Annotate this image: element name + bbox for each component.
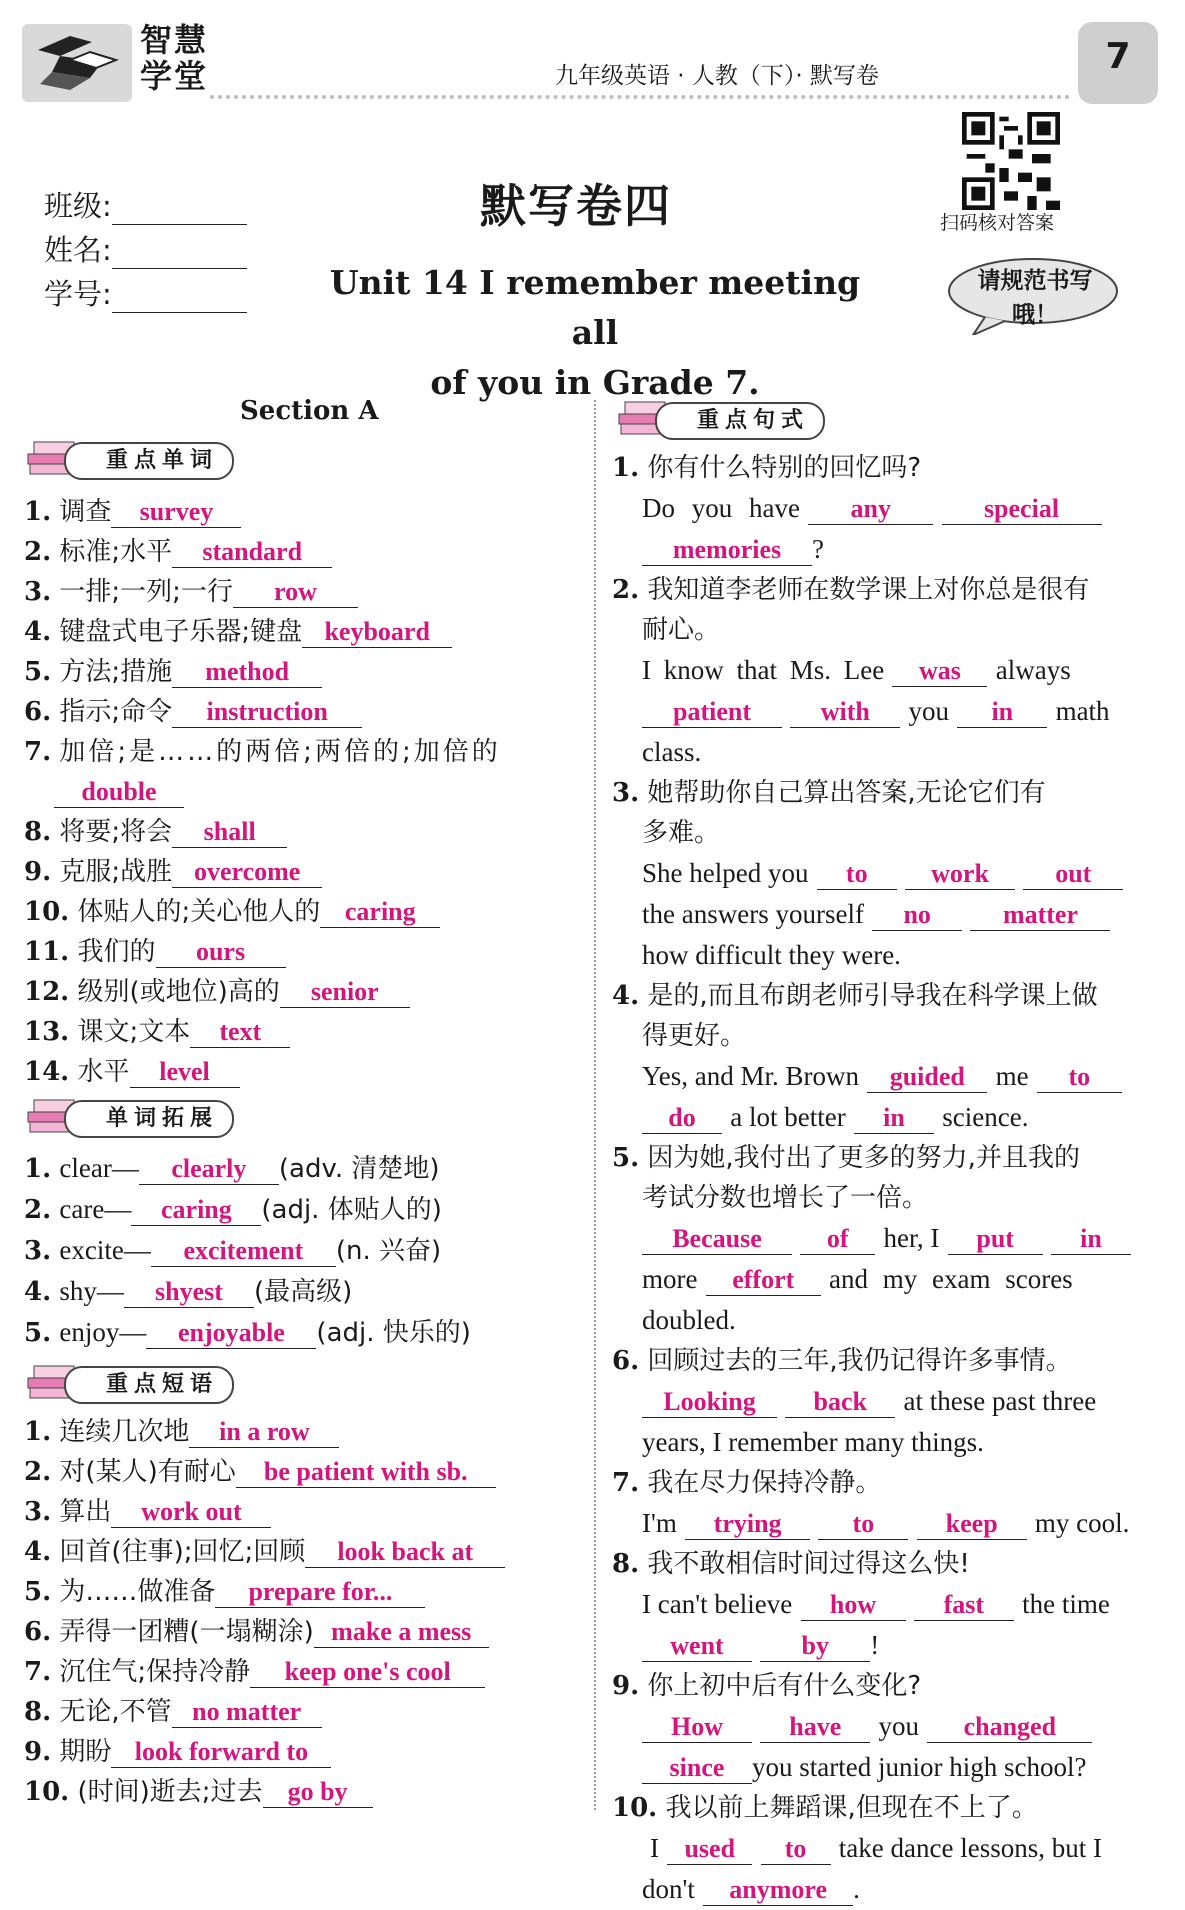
list-item: how difficult they were. <box>642 940 901 970</box>
list-item: doubled. <box>642 1305 736 1335</box>
list-item: 6. 回顾过去的三年,我仍记得许多事情。 <box>612 1346 1072 1376</box>
list-item: 2. 我知道李老师在数学课上对你总是很有 <box>612 575 1090 605</box>
list-item: 3. excite— excitement (n. 兴奋) <box>24 1235 442 1266</box>
logo-icon <box>30 30 124 94</box>
list-item: 5. 因为她,我付出了更多的努力,并且我的 <box>612 1143 1080 1173</box>
list-item: since you started junior high school? <box>612 1747 1172 1788</box>
list-item: class. <box>642 737 702 767</box>
list-item: patient with you in math <box>612 691 1172 732</box>
list-item: She helped you to work out <box>612 853 1172 894</box>
header-subject: 九年级英语 · 人教（下）· 默写卷 <box>555 63 880 89</box>
list-item: 7. 加倍;是……的两倍;两倍的;加倍的 <box>24 737 501 767</box>
tag-key-phrases: 重点短语 <box>26 1360 246 1406</box>
list-item: 3. 算出 work out <box>24 1492 505 1532</box>
list-item: 6. 弄得一团糟(一塌糊涂) make a mess <box>24 1612 505 1652</box>
sentence-list <box>612 448 1172 1910</box>
list-item: 1. 你有什么特别的回忆吗? <box>612 453 922 483</box>
list-item: 14. 水平 level <box>24 1052 501 1092</box>
list-item: I'm trying to keep my cool. <box>642 1508 1130 1538</box>
list-item: 5. 方法;措施 method <box>24 652 501 692</box>
qr-caption: 扫码核对答案 <box>940 212 1055 234</box>
list-item: 10. 体贴人的;关心他人的 caring <box>24 892 501 932</box>
list-item: 10. (时间)逝去;过去 go by <box>24 1772 505 1812</box>
list-item: 10. 我以前上舞蹈课,但现在不上了。 <box>612 1793 1038 1823</box>
list-item: 2. care— caring (adj. 体贴人的) <box>24 1194 442 1225</box>
list-item: the answers yourself no matter <box>612 894 1172 935</box>
list-item: I can't believe how fast the time <box>642 1589 1110 1619</box>
list-item: years, I remember many things. <box>642 1427 984 1457</box>
phrase-list <box>24 1412 505 1812</box>
list-item: 5. enjoy— enjoyable (adj. 快乐的) <box>24 1317 471 1348</box>
list-item: 2. 对(某人)有耐心 be patient with sb. <box>24 1452 505 1492</box>
list-item: 8. 无论,不管 no matter <box>24 1692 505 1732</box>
list-item: 4. 是的,而且布朗老师引导我在科学课上做 <box>612 981 1098 1011</box>
tag-key-words: 重点单词 <box>26 436 246 482</box>
list-item: 8. 我不敢相信时间过得这么快! <box>612 1549 970 1579</box>
list-item: 8. 将要;将会 shall <box>24 812 501 852</box>
list-item: 1. 连续几次地 in a row <box>24 1412 505 1452</box>
list-item: I used to take dance lessons, but I <box>650 1833 1102 1863</box>
list-item: 11. 我们的 ours <box>24 932 501 972</box>
qr-code-icon[interactable] <box>962 112 1060 210</box>
list-item: I know that Ms. Lee was always <box>642 655 1071 685</box>
list-item: 考试分数也增长了一倍。 <box>642 1183 929 1213</box>
list-item: 6. 指示;命令 instruction <box>24 692 501 732</box>
section-label: Section A <box>240 396 379 426</box>
list-item: Yes, and Mr. Brown guided me to <box>612 1056 1172 1097</box>
student-id-field[interactable]: 学号: <box>44 272 247 313</box>
list-item: don't anymore . <box>642 1874 860 1904</box>
list-item: 多难。 <box>642 818 721 848</box>
tag-word-expansion: 单词拓展 <box>26 1094 246 1140</box>
list-item: 9. 克服;战胜 overcome <box>24 852 501 892</box>
expansion-list <box>24 1148 471 1353</box>
list-item: 耐心。 <box>642 615 721 645</box>
column-divider <box>594 400 596 1810</box>
list-item: Because of her, I put in <box>612 1218 1172 1259</box>
bubble-text: 请规范书写 哦！ <box>977 268 1093 328</box>
list-item: 5. 为……做准备 prepare for... <box>24 1572 505 1612</box>
list-item: 12. 级别(或地位)高的 senior <box>24 972 501 1012</box>
list-item: 1. clear— clearly (adv. 清楚地) <box>24 1153 440 1184</box>
list-item: Looking back at these past three <box>612 1381 1172 1422</box>
list-item: 7. 我在尽力保持冷静。 <box>612 1468 882 1498</box>
logo-text: 智慧 学堂 <box>140 21 209 95</box>
list-item: 9. 期盼 look forward to <box>24 1732 505 1772</box>
list-item: 1. 调查 survey <box>24 492 501 532</box>
header-dotted-line <box>210 95 1070 99</box>
list-item: 4. shy— shyest (最高级) <box>24 1276 353 1307</box>
list-item: 3. 一排;一列;一行 row <box>24 572 501 612</box>
list-item: 4. 键盘式电子乐器;键盘 keyboard <box>24 612 501 652</box>
list-item: 13. 课文;文本 text <box>24 1012 501 1052</box>
unit-title: Unit 14 I remember meeting all of you in Grade 7. <box>329 263 861 402</box>
list-item: 3. 她帮助你自己算出答案,无论它们有 <box>612 778 1046 808</box>
list-item: 7. 沉住气;保持冷静 keep one's cool <box>24 1652 505 1692</box>
word-list <box>24 492 501 1092</box>
list-item: went by ! <box>612 1625 1172 1666</box>
name-field[interactable]: 姓名: <box>44 228 247 269</box>
list-item: 得更好。 <box>642 1021 747 1051</box>
tag-key-sentences: 重点句式 <box>617 396 847 442</box>
list-item: 2. 标准;水平 standard <box>24 532 501 572</box>
list-item: 9. 你上初中后有什么变化? <box>612 1671 922 1701</box>
list-item: Do you have any special <box>612 488 1172 529</box>
class-field[interactable]: 班级: <box>44 184 247 225</box>
list-item: 4. 回首(往事);回忆;回顾 look back at <box>24 1532 505 1572</box>
page-number: 7 <box>1105 36 1131 77</box>
list-item: do a lot better in science. <box>612 1097 1172 1138</box>
list-item: double <box>24 772 501 812</box>
list-item: memories ? <box>612 529 1172 570</box>
list-item: more effort and my exam scores <box>642 1264 1073 1294</box>
list-item: How have you changed <box>612 1706 1172 1747</box>
page-title: 默写卷四 <box>480 179 672 233</box>
